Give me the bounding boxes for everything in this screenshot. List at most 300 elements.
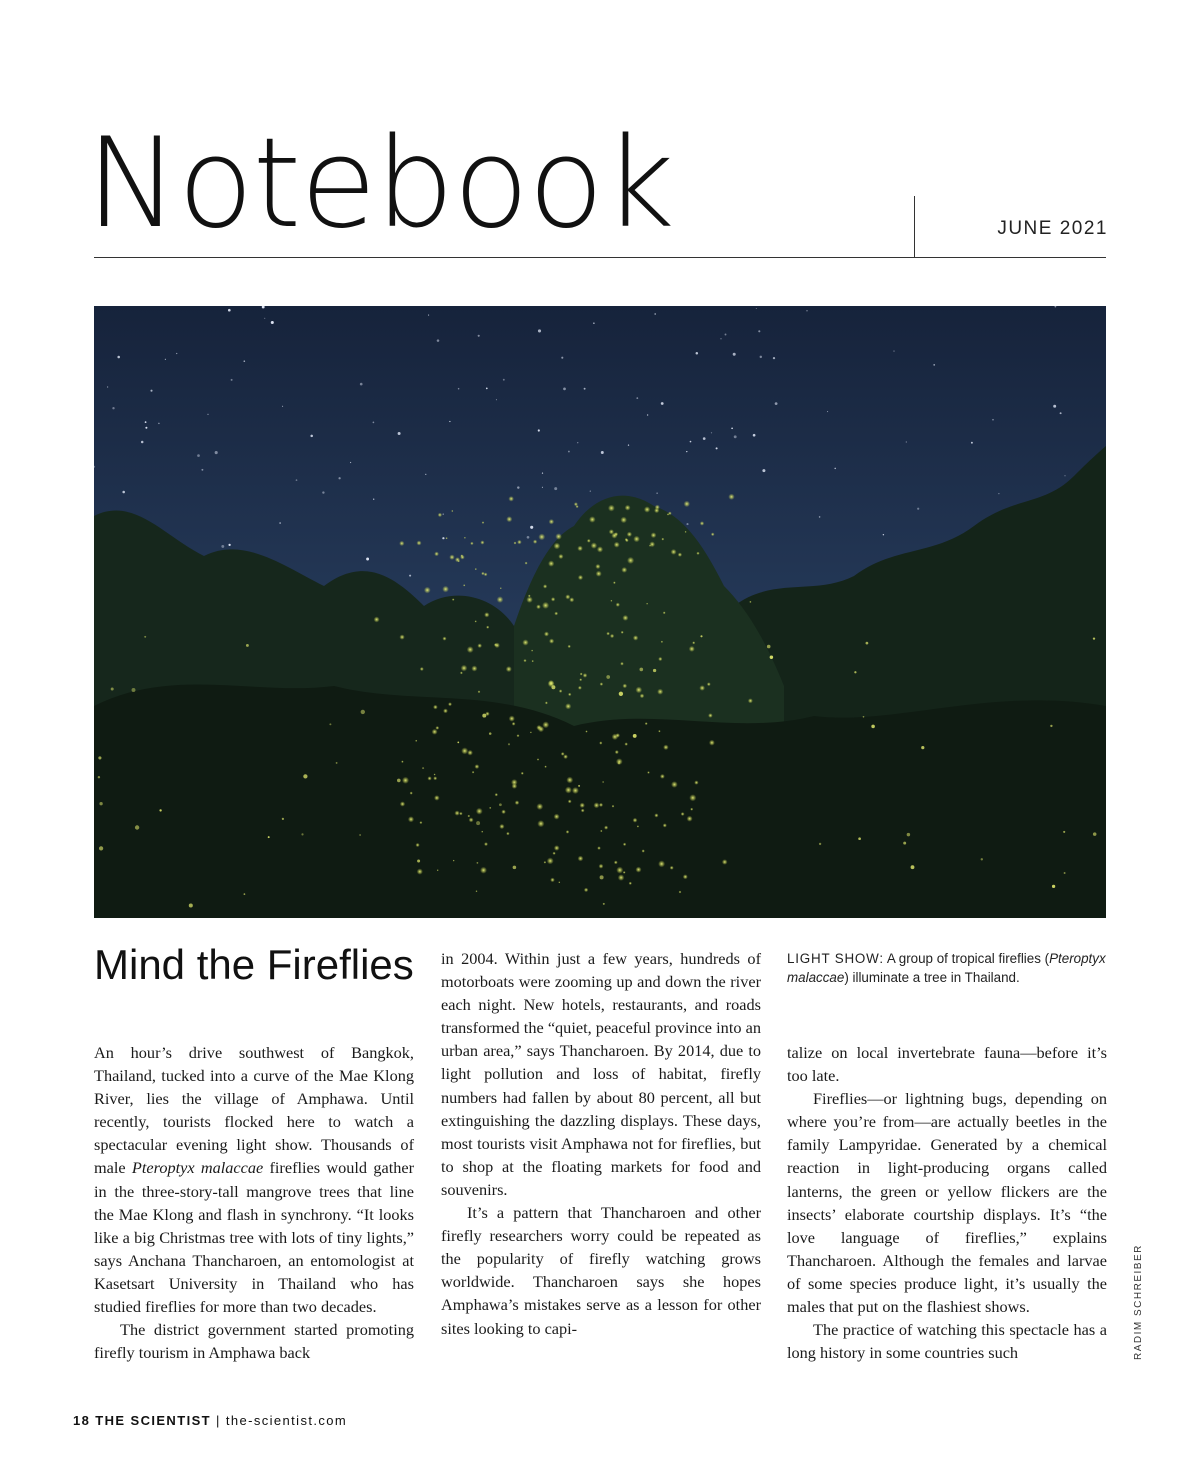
firefly (1093, 832, 1097, 836)
star (686, 523, 688, 525)
firefly (625, 505, 631, 511)
star (906, 441, 907, 442)
firefly (467, 646, 474, 653)
firefly (663, 823, 667, 827)
firefly (615, 750, 619, 754)
firefly (499, 824, 504, 829)
firefly (111, 688, 114, 691)
firefly (481, 572, 484, 575)
firefly (422, 767, 424, 769)
firefly (448, 702, 452, 706)
firefly (282, 818, 284, 820)
star (107, 386, 108, 387)
firefly (508, 496, 514, 502)
firefly (603, 903, 605, 905)
firefly (578, 686, 582, 690)
firefly (99, 802, 102, 805)
firefly (681, 812, 685, 816)
firefly (469, 817, 474, 822)
star (231, 379, 233, 381)
firefly (921, 746, 924, 749)
firefly (442, 586, 449, 593)
firefly (584, 888, 588, 892)
article-column-1 (94, 1041, 414, 1364)
firefly (748, 698, 753, 703)
firefly (551, 685, 555, 689)
firefly (443, 708, 448, 713)
star (150, 390, 152, 392)
star (762, 469, 765, 472)
firefly (558, 554, 563, 559)
firefly (545, 701, 548, 704)
firefly (554, 612, 558, 616)
firefly (690, 808, 693, 811)
firefly (451, 510, 453, 512)
firefly (420, 667, 424, 671)
star (310, 435, 313, 438)
firefly (523, 659, 526, 662)
firefly (568, 645, 571, 648)
caption-label: LIGHT SHOW: (787, 951, 884, 966)
firefly (566, 830, 570, 834)
star (601, 451, 604, 454)
firefly (639, 668, 643, 672)
firefly (854, 671, 856, 673)
firefly (770, 656, 773, 659)
firefly (521, 772, 524, 775)
firefly (476, 808, 483, 815)
firefly (866, 642, 869, 645)
firefly (548, 680, 554, 686)
star (827, 411, 828, 412)
star (538, 429, 540, 431)
firefly (606, 632, 610, 636)
firefly (453, 860, 455, 862)
publication-name: THE SCIENTIST (95, 1413, 211, 1428)
firefly (661, 641, 663, 643)
firefly (548, 560, 554, 566)
firefly (819, 843, 821, 845)
firefly (622, 615, 628, 621)
firefly (506, 666, 512, 672)
star (145, 421, 147, 423)
star (917, 508, 919, 510)
species-name: Pteroptyx malaccae (131, 1158, 264, 1178)
firefly (460, 671, 463, 674)
star (530, 526, 533, 529)
star (158, 423, 160, 425)
firefly (700, 521, 704, 525)
firefly (416, 843, 420, 847)
firefly (472, 771, 475, 774)
star (584, 388, 586, 390)
firefly (1093, 637, 1095, 639)
firefly (572, 787, 579, 794)
star (731, 427, 733, 429)
article-column-3 (787, 1041, 1107, 1364)
star (244, 360, 246, 362)
firefly (482, 521, 485, 524)
star (734, 435, 737, 438)
star (215, 451, 218, 454)
star (542, 473, 543, 474)
firefly (689, 646, 695, 652)
firefly (481, 831, 483, 833)
star (998, 493, 999, 494)
firefly (633, 536, 640, 543)
firefly (624, 742, 627, 745)
firefly (437, 869, 439, 871)
star (775, 402, 778, 405)
firefly (635, 687, 642, 694)
firefly (621, 631, 624, 634)
firefly (577, 546, 583, 552)
firefly (554, 845, 560, 851)
footer-separator: | (216, 1413, 221, 1428)
firefly (98, 776, 100, 778)
firefly (506, 516, 512, 522)
firefly (645, 722, 648, 725)
firefly (653, 669, 656, 672)
firefly (482, 714, 486, 718)
firefly (374, 617, 380, 623)
firefly (749, 601, 751, 603)
firefly (471, 665, 477, 671)
paragraph: Fireflies—or lightning bugs, depending on where you’re from—are actually beetles in the family Lampyridae. Generated by a chemical reaction in light-producing organs called lanterns, the green or yellow flickers are the insects’ elaborate courtship displays. It’s “the love language of fireflies,” explains Thancharoen. Although the females and larvae of some species produce light, it’s usually the males that put on the flashiest shows. (787, 1089, 1107, 1317)
firefly (596, 571, 602, 577)
firefly (476, 821, 480, 825)
firefly (600, 875, 604, 879)
star (360, 383, 363, 386)
firefly (463, 584, 465, 586)
website-link[interactable]: the-scientist.com (225, 1413, 348, 1428)
star (656, 493, 657, 494)
firefly (871, 725, 875, 729)
firefly (581, 809, 585, 813)
firefly (685, 531, 687, 533)
firefly (647, 771, 650, 774)
firefly (438, 513, 442, 517)
firefly (642, 849, 645, 852)
firefly (400, 801, 405, 806)
star (112, 407, 114, 409)
firefly (622, 684, 627, 689)
firefly (434, 552, 439, 557)
star (819, 516, 821, 518)
page-number: 18 (73, 1413, 91, 1428)
firefly (565, 786, 572, 793)
star (279, 522, 281, 524)
firefly (670, 866, 674, 870)
star (271, 321, 274, 324)
star (554, 487, 557, 490)
firefly (654, 508, 659, 513)
firefly (397, 779, 401, 783)
firefly (417, 868, 423, 874)
firefly (474, 764, 479, 769)
firefly (544, 765, 547, 768)
firefly (244, 893, 246, 895)
star (753, 434, 756, 437)
firefly (467, 815, 470, 818)
photo-illustration (94, 306, 1106, 918)
star (538, 329, 541, 332)
star (228, 309, 231, 312)
firefly (579, 803, 584, 808)
star (437, 339, 440, 342)
firefly (981, 858, 983, 860)
star (1053, 405, 1056, 408)
firefly (579, 678, 582, 681)
star (577, 442, 578, 443)
firefly (599, 803, 603, 807)
issue-date: JUNE 2021 (997, 218, 1108, 239)
photo-caption (787, 949, 1107, 987)
star (834, 468, 836, 470)
firefly (614, 542, 620, 548)
firefly (484, 842, 488, 846)
firefly (475, 568, 477, 570)
star (561, 357, 563, 359)
star (228, 544, 230, 546)
firefly (637, 825, 639, 827)
firefly (537, 820, 544, 827)
text-run: fireflies would gather in the three-story-tall mangrove trees that line the Mae Klong and flash in synchrony. “It looks like a big Christmas tree with lots of tiny lights,” says Anchana Thancharoen, an entomologist at Kasetsart University in Thailand who has studied fireflies for more than two decades. (94, 1158, 415, 1317)
section-title: Notebook (86, 112, 674, 256)
firefly (574, 502, 578, 506)
star (971, 442, 973, 444)
star (478, 335, 480, 337)
star (207, 414, 208, 415)
firefly (767, 645, 771, 649)
firefly (602, 781, 604, 783)
firefly (408, 816, 414, 822)
firefly (514, 542, 517, 545)
star (636, 397, 638, 399)
firefly (593, 802, 599, 808)
firefly (699, 685, 705, 691)
firefly (617, 762, 620, 765)
firefly (329, 723, 331, 725)
article-column-2 (441, 947, 761, 1340)
firefly (538, 534, 545, 541)
firefly (627, 532, 632, 537)
star (654, 313, 656, 315)
firefly (525, 562, 528, 565)
star (527, 536, 530, 539)
firefly (597, 846, 601, 850)
firefly (563, 754, 568, 759)
firefly (452, 598, 455, 601)
firefly (542, 602, 549, 609)
firefly (477, 643, 482, 648)
firefly (651, 532, 657, 538)
firefly (461, 665, 468, 672)
star (366, 558, 369, 561)
star (409, 575, 411, 577)
firefly (597, 546, 603, 552)
firefly (303, 774, 307, 778)
firefly (135, 825, 139, 829)
firefly (486, 626, 489, 629)
star (282, 406, 283, 407)
firefly (301, 833, 303, 835)
firefly (401, 760, 404, 763)
firefly (457, 742, 459, 744)
firefly (511, 779, 518, 786)
firefly (144, 636, 146, 638)
firefly (531, 650, 533, 652)
firefly (604, 826, 608, 830)
star (373, 499, 374, 500)
firefly (449, 554, 454, 559)
star (197, 454, 200, 457)
star (338, 477, 340, 479)
firefly (1063, 831, 1065, 833)
firefly (132, 688, 136, 692)
star (992, 419, 994, 421)
star (933, 364, 935, 366)
firefly (679, 891, 682, 894)
star (893, 350, 894, 351)
star (568, 451, 570, 453)
firefly (399, 541, 404, 546)
firefly (671, 549, 677, 555)
firefly (709, 740, 715, 746)
firefly (508, 743, 510, 745)
star (756, 308, 757, 309)
firefly (578, 575, 583, 580)
firefly (494, 642, 500, 648)
star (711, 432, 712, 433)
star (117, 356, 120, 359)
firefly (410, 792, 413, 795)
firefly (424, 587, 431, 594)
firefly (585, 730, 587, 732)
star (661, 402, 664, 405)
caption-species: Pteroptyx malaccae (787, 951, 1106, 985)
firefly (636, 867, 642, 873)
firefly (159, 809, 161, 811)
paragraph: in 2004. Within just a few years, hundreds of motorboats were zooming up and down the river each night. New hotels, restaurants, and roads transformed the “quiet, peaceful province into an urban area,” says Thancharoen. By 2014, due to light pollution and loss of habitat, firefly numbers had fallen by about 80 percent, all but extinguishing the dazzling displays. These days, most tourists visit Amphawa not for fireflies, but to shop at the floating markets for food and souvenirs. (441, 949, 761, 1199)
firefly (1064, 872, 1066, 874)
firefly (402, 777, 409, 784)
firefly (614, 532, 618, 536)
firefly (627, 557, 634, 564)
firefly (480, 540, 484, 544)
firefly (489, 807, 491, 809)
firefly (359, 834, 361, 836)
firefly (616, 867, 623, 874)
star (716, 447, 718, 449)
star (806, 310, 807, 311)
firefly (427, 776, 431, 780)
article-headline: Mind the Fireflies (94, 941, 414, 988)
firefly (612, 734, 619, 741)
firefly (484, 612, 489, 617)
star (686, 451, 687, 452)
firefly (600, 682, 604, 686)
star (221, 545, 224, 548)
star (725, 334, 727, 336)
firefly (589, 516, 596, 523)
firefly (613, 581, 616, 584)
star (425, 474, 426, 475)
firefly (361, 710, 365, 714)
firefly (694, 780, 698, 784)
firefly (550, 878, 555, 883)
star (122, 491, 125, 494)
header-divider-vertical (914, 196, 915, 258)
firefly (858, 837, 861, 840)
star (443, 514, 444, 515)
star (141, 441, 144, 444)
star (563, 388, 566, 391)
firefly (464, 537, 466, 539)
firefly (1050, 725, 1052, 727)
firefly (633, 818, 638, 823)
firefly (489, 732, 492, 735)
firefly (692, 641, 695, 644)
firefly (434, 773, 436, 775)
firefly (684, 501, 690, 507)
firefly (907, 833, 910, 836)
firefly (578, 785, 580, 787)
firefly (549, 639, 554, 644)
star (1060, 412, 1062, 414)
firefly (591, 542, 598, 549)
firefly (687, 816, 693, 822)
paragraph: The district government started promoting firefly tourism in Amphawa back (94, 1320, 414, 1363)
firefly (189, 903, 193, 907)
firefly (610, 634, 614, 638)
firefly (246, 644, 249, 647)
firefly (618, 874, 625, 881)
firefly (536, 803, 543, 810)
firefly (558, 881, 560, 883)
firefly (569, 597, 574, 602)
star (696, 352, 699, 355)
firefly (549, 519, 554, 524)
firefly (526, 596, 533, 603)
firefly (578, 856, 584, 862)
firefly (536, 604, 541, 609)
star (883, 534, 884, 535)
firefly (554, 543, 561, 550)
star (145, 427, 147, 429)
star (517, 486, 519, 488)
firefly (640, 694, 645, 699)
firefly (457, 560, 460, 563)
star (458, 388, 460, 390)
firefly (513, 866, 517, 870)
firefly (432, 729, 438, 735)
firefly (649, 541, 655, 547)
firefly (565, 703, 571, 709)
firefly (696, 552, 699, 555)
firefly (911, 865, 915, 869)
page-footer (73, 1413, 347, 1428)
firefly (600, 830, 602, 832)
star (720, 338, 721, 339)
firefly (663, 745, 669, 751)
firefly (522, 639, 528, 645)
firefly (500, 587, 502, 589)
firefly (517, 734, 520, 737)
firefly (728, 494, 734, 500)
header-rule (94, 257, 1106, 258)
firefly (658, 860, 665, 867)
